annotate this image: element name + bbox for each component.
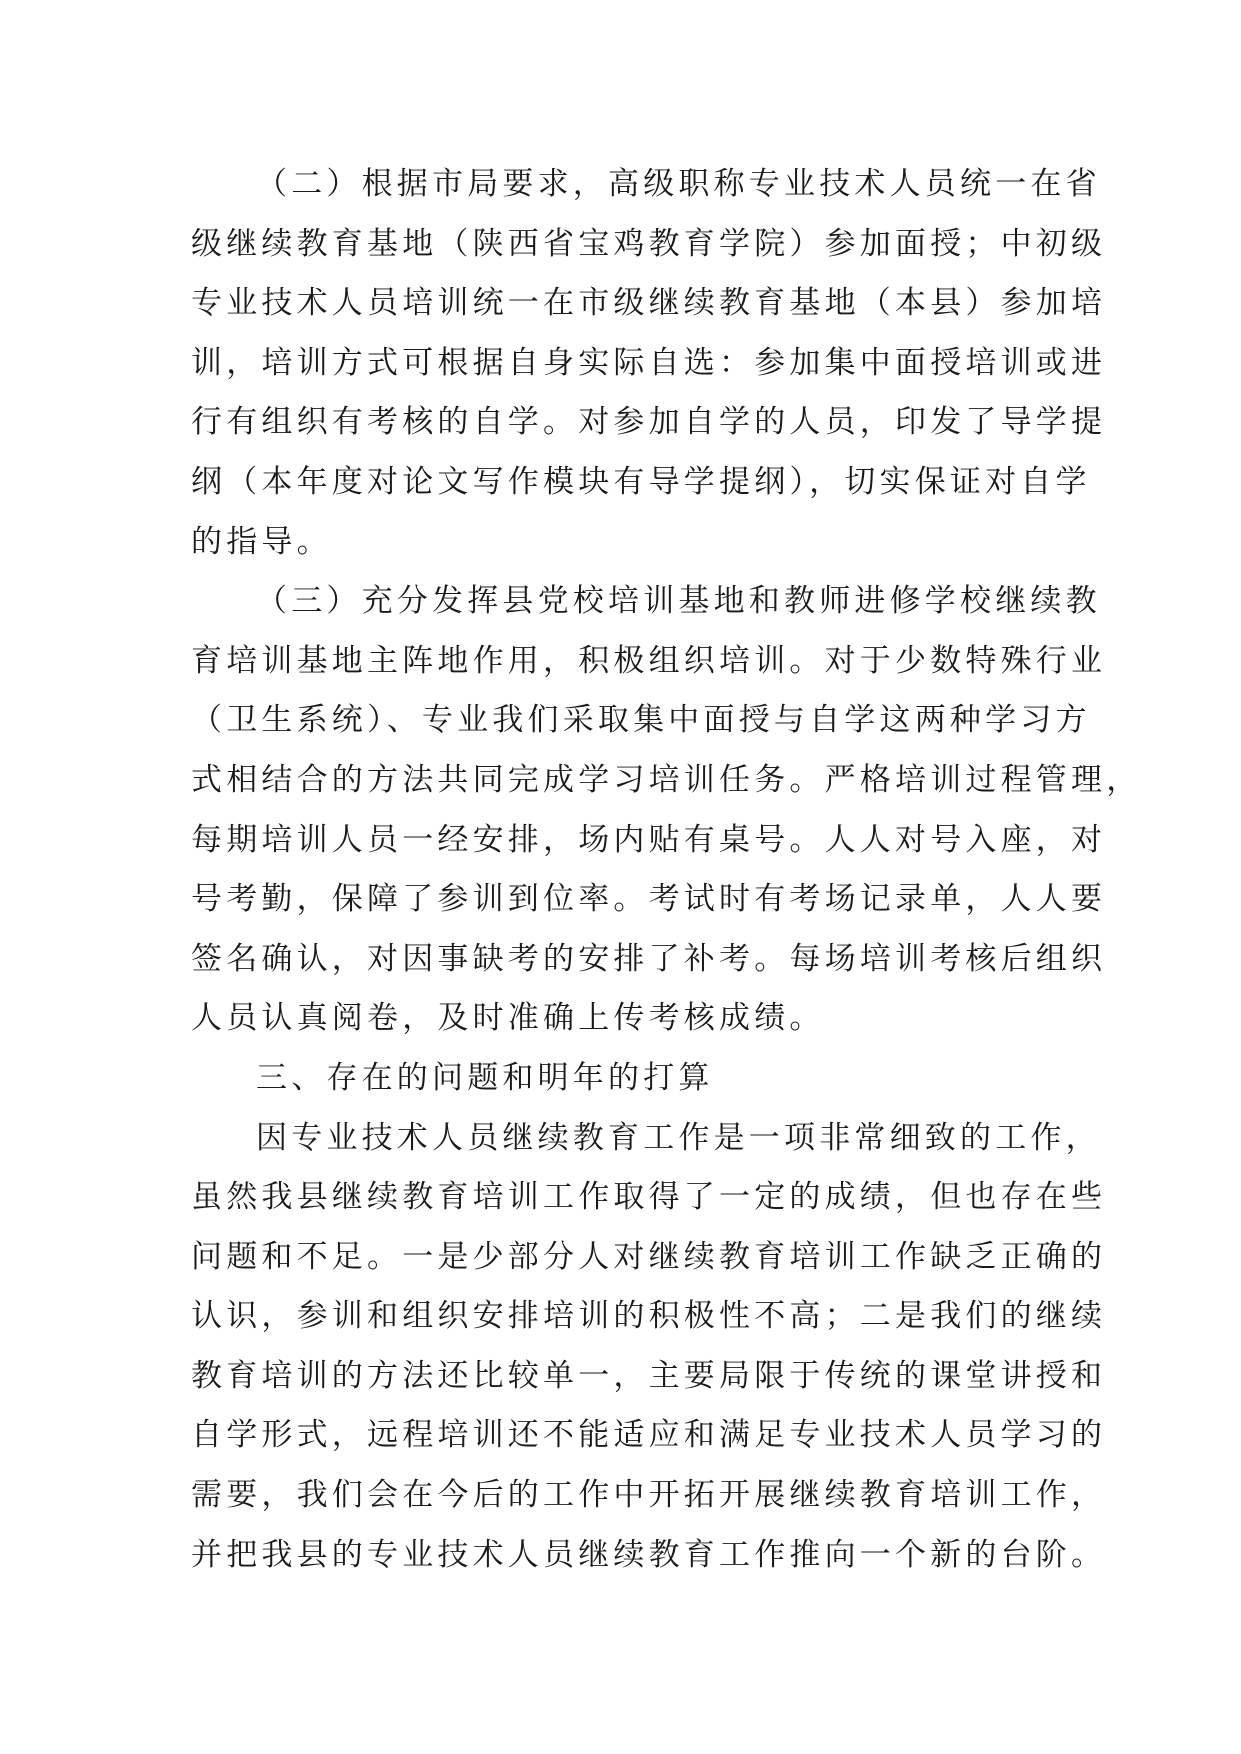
paragraph-4-line-4: 认识，参训和组织安排培训的积极性不高；二是我们的继续 bbox=[191, 1298, 1107, 1335]
paragraph-4-line-7: 需要，我们会在今后的工作中开拓开展继续教育培训工作， bbox=[191, 1477, 1107, 1514]
paragraph-4-line-5: 教育培训的方法还比较单一，主要局限于传统的课堂讲授和 bbox=[191, 1357, 1107, 1394]
paragraph-2-line-1: （二）根据市局要求，高级职称专业技术人员统一在省 bbox=[256, 166, 1101, 202]
paragraph-4-line-2: 虽然我县继续教育培训工作取得了一定的成绩，但也存在些 bbox=[191, 1179, 1107, 1216]
paragraph-3-line-6: 号考勤，保障了参训到位率。考试时有考场记录单，人人要 bbox=[191, 881, 1107, 918]
paragraph-2-line-4: 训，培训方式可根据自身实际自选：参加集中面授培训或进 bbox=[191, 344, 1107, 381]
paragraph-3-line-8: 人员认真阅卷，及时准确上传考核成绩。 bbox=[191, 1000, 825, 1037]
paragraph-2-line-3: 专业技术人员培训统一在市级继续教育基地（本县）参加培 bbox=[191, 285, 1107, 322]
paragraph-4-line-3: 问题和不足。一是少部分人对继续教育培训工作缺乏正确的 bbox=[191, 1238, 1107, 1275]
document-body bbox=[191, 155, 1142, 1585]
section-heading-3: 三、存在的问题和明年的打算 bbox=[256, 1059, 714, 1096]
paragraph-2-line-7: 的指导。 bbox=[191, 523, 332, 560]
paragraph-2-line-2: 级继续教育基地（陕西省宝鸡教育学院）参加面授；中初级 bbox=[191, 225, 1107, 262]
paragraph-4-line-6: 自学形式，远程培训还不能适应和满足专业技术人员学习的 bbox=[191, 1417, 1107, 1454]
paragraph-3-line-4: 式相结合的方法共同完成学习培训任务。严格培训过程管理， bbox=[191, 761, 1142, 798]
paragraph-3-line-5: 每期培训人员一经安排，场内贴有桌号。人人对号入座，对 bbox=[191, 821, 1107, 858]
paragraph-3-line-7: 签名确认，对因事缺考的安排了补考。每场培训考核后组织 bbox=[191, 940, 1107, 977]
paragraph-2-line-6: 纲（本年度对论文写作模块有导学提纲），切实保证对自学 bbox=[191, 463, 1091, 500]
paragraph-4-line-1: 因专业技术人员继续教育工作是一项非常细致的工作， bbox=[256, 1119, 1101, 1156]
paragraph-4-line-8: 并把我县的专业技术人员继续教育工作推向一个新的台阶。 bbox=[191, 1536, 1107, 1573]
paragraph-3-line-2: 育培训基地主阵地作用，积极组织培训。对于少数特殊行业 bbox=[191, 642, 1107, 679]
paragraph-2-line-5: 行有组织有考核的自学。对参加自学的人员，印发了导学提 bbox=[191, 404, 1107, 441]
paragraph-3-line-3: （卫生系统）、专业我们采取集中面授与自学这两种学习方 bbox=[191, 702, 1091, 739]
paragraph-3-line-1: （三）充分发挥县党校培训基地和教师进修学校继续教 bbox=[256, 583, 1101, 620]
